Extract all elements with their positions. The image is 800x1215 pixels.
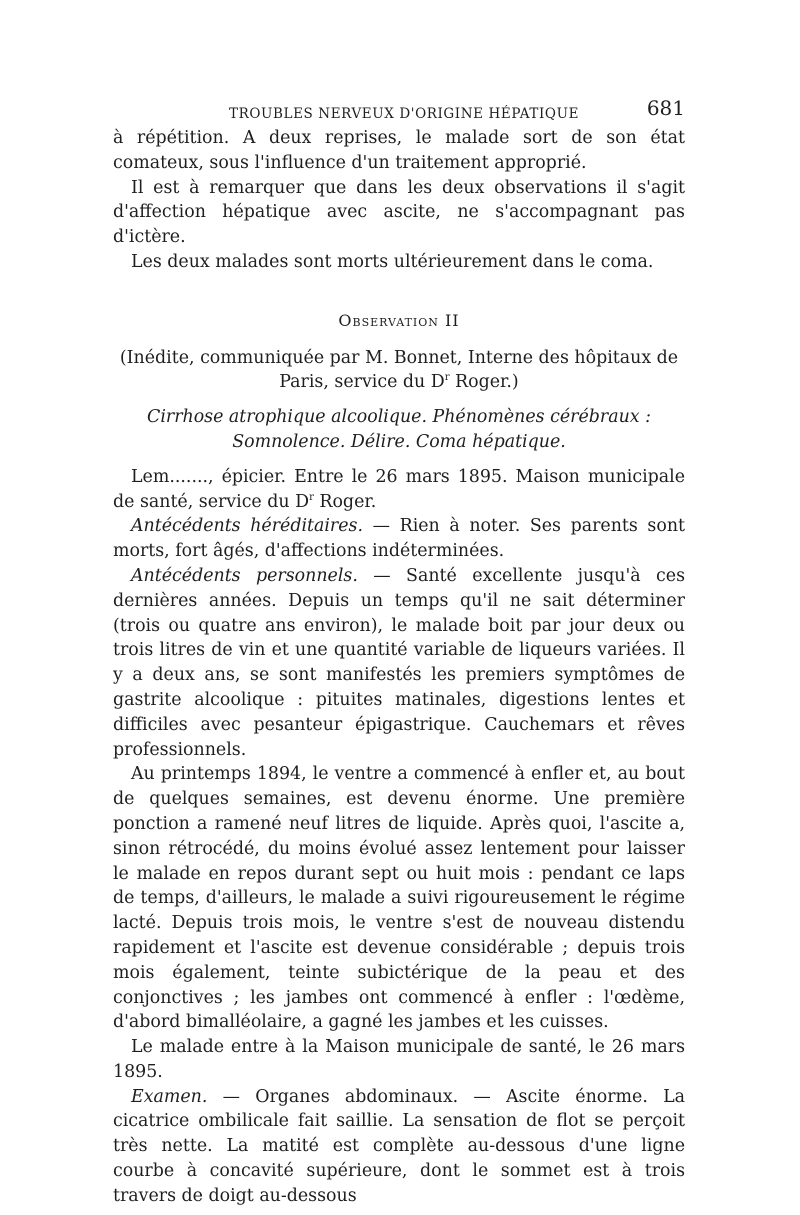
hereditary-label: Antécédents héréditaires. <box>131 516 363 537</box>
personal-label: Antécédents personnels. <box>131 565 358 586</box>
body-paragraph-1 <box>113 465 685 515</box>
hereditary-text: — Rien à noter. Ses parents sont morts, fort âgés, d'affections indéterminées. <box>113 516 686 562</box>
examination-label: Examen. <box>131 1086 208 1107</box>
observation-heading <box>113 309 685 334</box>
intro-paragraph-2: Il est à remarquer que dans les deux observations il s'agit d'affection hépatique avec ascite, ne s'accompagnant pas d'ictère. <box>113 177 685 248</box>
body-paragraph-2 <box>113 514 685 564</box>
observation-source <box>113 346 685 396</box>
running-title: TROUBLES NERVEUX D'ORIGINE HÉPATIQUE <box>229 106 580 122</box>
body-paragraph-1-text-1: Lem......., épicier. Entre le 26 mars 1895. Maison municipale de santé, service du D <box>113 466 685 512</box>
book-page <box>113 96 685 1209</box>
body-paragraph-1-text-2: Roger. <box>313 491 377 512</box>
body-paragraph-4: Au printemps 1894, le ventre a commencé à enfler et, au bout de quelques semaines, est devenu énorme. Une première ponction a ramené neuf litres de liquide. Après quoi, l'ascite a, sinon rétrocédé, du moins évolué assez lentement pour laisser le malade en repos durant sept ou huit mois : pendant ce laps de temps, d'ailleurs, le malade a suivi rigoureusement le régime lacté. Depuis trois mois, le ventre s'est de nouveau distendu rapidement et l'ascite est devenue considérable ; depuis trois mois également, teinte subictérique de la peau et des conjonctives ; les jambes ont commencé à enfler : l'œdème, d'abord bimalléolaire, a gagné les jambes et les cuisses. <box>113 764 685 1033</box>
examination-text: — Organes abdominaux. — Ascite énorme. La cicatrice ombilicale fait saillie. La sensation de flot se perçoit très nette. La matité est complète au-dessous d'une ligne courbe à concavité supérieure, dont le sommet est à trois travers de doigt au-dessous <box>113 1086 685 1206</box>
running-head <box>113 96 685 126</box>
intro-paragraph-3: Les deux malades sont morts ultérieurement dans le coma. <box>131 251 654 272</box>
body-paragraph-5: Le malade entre à la Maison municipale de santé, le 26 mars 1895. <box>113 1037 685 1082</box>
observation-title: Cirrhose atrophique alcoolique. Phénomènes cérébraux : Somnolence. Délire. Coma hépatique. <box>147 407 651 452</box>
body-paragraph-3 <box>113 564 685 762</box>
observation-source-sup: r <box>444 372 450 384</box>
body-paragraph-6 <box>113 1085 685 1209</box>
observation-source-text-1: (Inédite, communiquée par M. Bonnet, Interne des hôpitaux de Paris, service du D <box>119 347 679 393</box>
personal-text: — Santé excellente jusqu'à ces dernières années. Depuis un temps qu'il ne sait déterminer (trois ou quatre ans environ), le malade boit par jour deux ou trois litres de vin et une quantité variable de liqueurs variées. Il y a deux ans, se sont manifestés les premiers symptômes de gastrite alcoolique : pituites matinales, digestions lentes et difficiles avec pesanteur épigastrique. Cauchemars et rêves professionnels. <box>113 565 685 760</box>
observation-heading-text: Observation II <box>338 310 460 330</box>
body-paragraph-1-sup: r <box>309 491 314 503</box>
page-number: 681 <box>646 96 685 120</box>
observation-source-text-2: Roger.) <box>449 372 519 393</box>
intro-paragraph-1: à répétition. A deux reprises, le malade sort de son état comateux, sous l'influence d'un traitement approprié. <box>113 128 685 173</box>
